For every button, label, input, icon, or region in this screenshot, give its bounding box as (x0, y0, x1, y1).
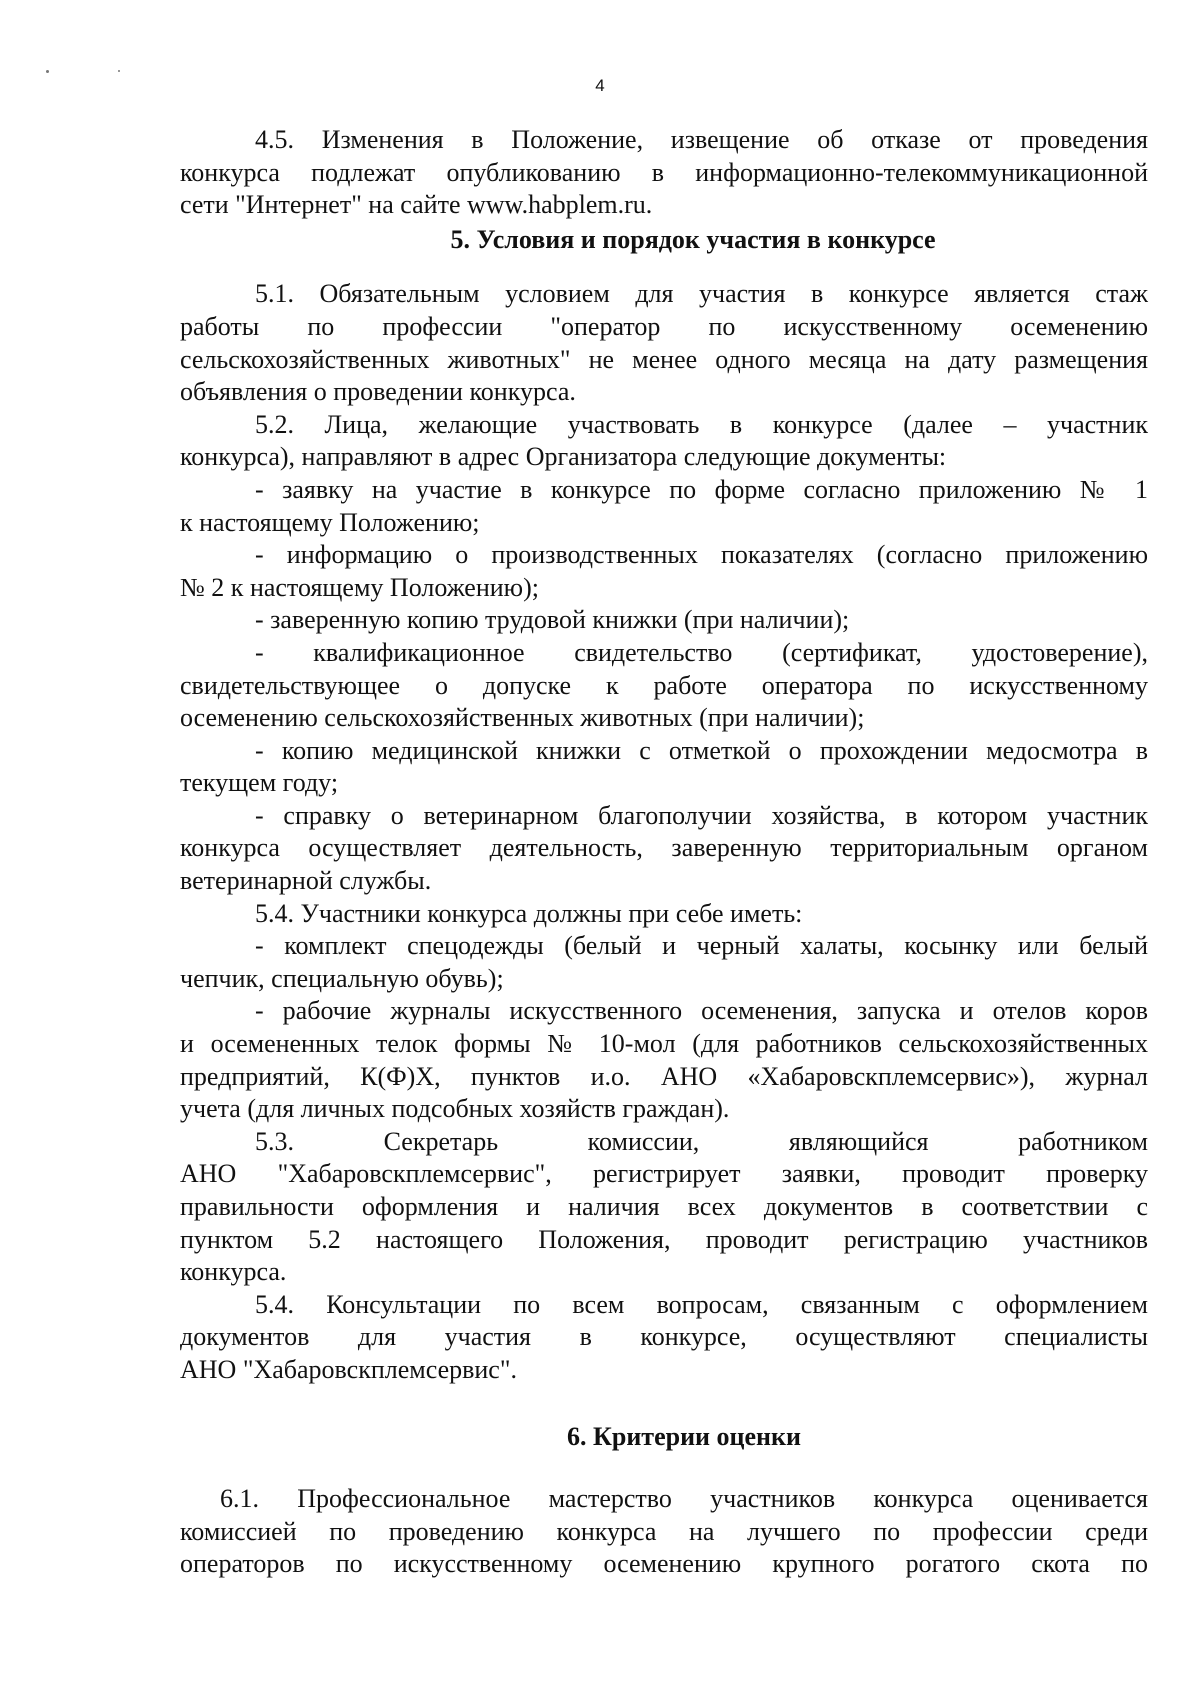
paragraph-4-5: 4.5. Изменения в Положение, извещение об отказе от проведения конкурса подлежат опубликованию в информационно-телекоммуникационной сети "Интернет" на сайте www.habplem.ru. (180, 125, 1148, 220)
list-item: - рабочие журналы искусственного осеменения, запуска и отелов коров и осемененных телок формы № 10-мол (для работников сельскохозяйственных предприятий, К(Ф)Х, пунктов и.о. АНО «Хабаровскплемсервис»), журнал учета (для личных подсобных хозяйств граждан). (180, 996, 1148, 1124)
paragraph-5-1: 5.1. Обязательным условием для участия в конкурсе является стаж работы по профессии "оператор по искусственному осеменению сельскохозяйственных животных" не менее одного месяца на дату размещения объявления о проведении конкурса. (180, 279, 1148, 407)
list-item: - заверенную копию трудовой книжки (при наличии); (255, 605, 850, 635)
section-heading-5: 5. Условия и порядок участия в конкурсе (450, 224, 936, 254)
document-body (180, 124, 1148, 1581)
paragraph-5-2: 5.2. Лица, желающие участвовать в конкурсе (далее – участник конкурса), направляют в адрес Организатора следующие документы: (180, 409, 1148, 472)
list-item: - информацию о производственных показателях (согласно приложению № 2 к настоящему Положению); (180, 540, 1148, 602)
scan-speck (118, 70, 120, 72)
paragraph-6-1: 6.1. Профессиональное мастерство участников конкурса оценивается комиссией по проведению конкурса на лучшего по профессии среди операторов по искусственному осеменению крупного рогатого скота по (180, 1484, 1148, 1579)
paragraph-5-3: 5.3. Секретарь комиссии, являющийся работником АНО "Хабаровскплемсервис", регистрирует заявки, проводит проверку правильности оформления и наличия всех документов в соответствии с пунктом 5.2 настоящего Положения, проводит регистрацию участников конкурса. (180, 1126, 1148, 1287)
list-item: - заявку на участие в конкурсе по форме согласно приложению № 1 к настоящему Положению; (180, 474, 1148, 537)
paragraph-5-4-consultations: 5.4. Консультации по всем вопросам, связанным с оформлением документов для участия в конкурсе, осуществляют специалисты АНО "Хабаровскплемсервис". (180, 1289, 1148, 1384)
list-item: - комплект спецодежды (белый и черный халаты, косынку или белый чепчик, специальную обувь); (180, 931, 1148, 993)
list-item: - квалификационное свидетельство (сертификат, удостоверение), свидетельствующее о допуске к работе оператора по искусственному осеменению сельскохозяйственных животных (при наличии); (180, 637, 1148, 733)
list-item: - справку о ветеринарном благополучии хозяйства, в котором участник конкурса осуществляет деятельность, заверенную территориальным органом ветеринарной службы. (180, 800, 1148, 896)
page-number: 4 (595, 76, 605, 95)
section-heading-6: 6. Критерии оценки (567, 1421, 801, 1451)
scan-speck (46, 70, 49, 73)
list-item: - копию медицинской книжки с отметкой о прохождении медосмотра в текущем году; (180, 735, 1148, 798)
paragraph-5-4-equipment: 5.4. Участники конкурса должны при себе иметь: (255, 898, 803, 928)
